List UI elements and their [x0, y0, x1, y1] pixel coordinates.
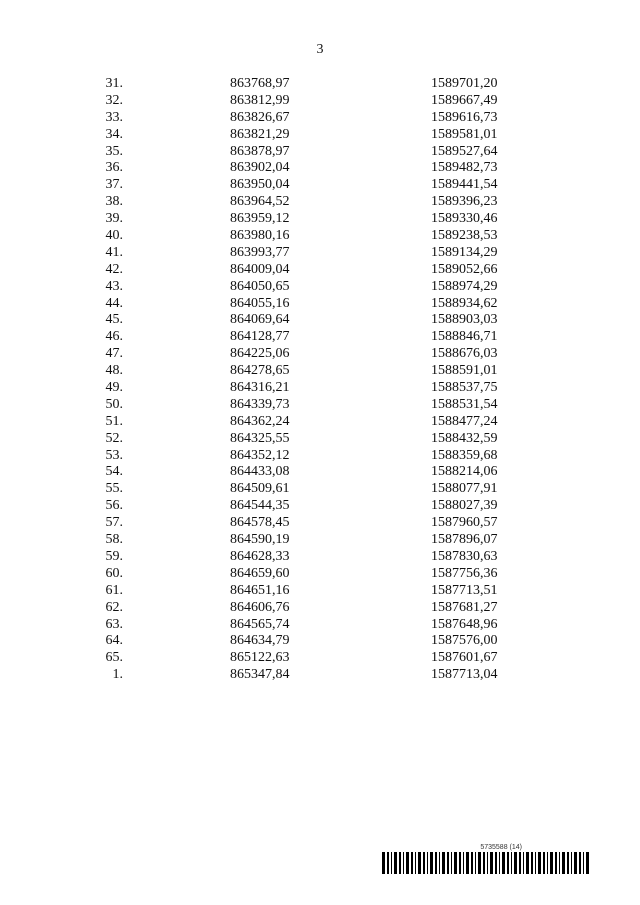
table-row [0, 76, 640, 93]
x-coordinate: 864128,77 [230, 329, 290, 345]
x-coordinate: 863902,04 [230, 160, 290, 176]
y-coordinate: 1587896,07 [431, 532, 498, 548]
x-coordinate: 864325,55 [230, 430, 290, 446]
point-number: 34. [105, 126, 123, 142]
x-coordinate: 864634,79 [230, 633, 290, 649]
x-coordinate: 865347,84 [230, 667, 290, 683]
y-coordinate: 1588676,03 [431, 346, 498, 362]
point-number: 58. [105, 532, 123, 548]
y-coordinate: 1589701,20 [431, 76, 498, 91]
point-number: 60. [105, 565, 123, 581]
table-row [0, 110, 640, 127]
point-number: 64. [105, 633, 123, 649]
y-coordinate: 1589396,23 [431, 194, 498, 210]
y-coordinate: 1588591,01 [431, 363, 498, 379]
table-row [0, 583, 640, 600]
table-row [0, 633, 640, 650]
x-coordinate: 863878,97 [230, 143, 290, 159]
y-coordinate: 1589581,01 [431, 126, 498, 142]
point-number: 35. [105, 143, 123, 159]
x-coordinate: 864352,12 [230, 447, 290, 463]
point-number: 33. [105, 109, 123, 125]
table-row [0, 431, 640, 448]
x-coordinate: 863993,77 [230, 244, 290, 260]
x-coordinate: 864225,06 [230, 346, 290, 362]
x-coordinate: 864578,45 [230, 515, 290, 531]
y-coordinate: 1589441,54 [431, 177, 498, 193]
y-coordinate: 1588214,06 [431, 464, 498, 480]
y-coordinate: 1587681,27 [431, 599, 498, 615]
barcode-code: 5735588 (14) [480, 844, 522, 851]
point-number: 1. [112, 667, 123, 683]
table-row [0, 245, 640, 262]
y-coordinate: 1588934,62 [431, 295, 498, 311]
y-coordinate: 1589527,64 [431, 143, 498, 159]
x-coordinate: 863768,97 [230, 76, 290, 91]
y-coordinate: 1588027,39 [431, 498, 498, 514]
x-coordinate: 864433,08 [230, 464, 290, 480]
y-coordinate: 1588846,71 [431, 329, 498, 345]
x-coordinate: 863959,12 [230, 211, 290, 227]
table-row [0, 532, 640, 549]
x-coordinate: 864069,64 [230, 312, 290, 328]
point-number: 38. [105, 194, 123, 210]
y-coordinate: 1588537,75 [431, 380, 498, 396]
table-row [0, 312, 640, 329]
x-coordinate: 864628,33 [230, 548, 290, 564]
y-coordinate: 1588477,24 [431, 413, 498, 429]
y-coordinate: 1587713,51 [431, 582, 498, 598]
x-coordinate: 864009,04 [230, 261, 290, 277]
x-coordinate: 864278,65 [230, 363, 290, 379]
point-number: 57. [105, 515, 123, 531]
x-coordinate: 863980,16 [230, 228, 290, 244]
page-number: 3 [316, 42, 324, 57]
point-number: 41. [105, 244, 123, 260]
point-number: 65. [105, 650, 123, 666]
table-row [0, 549, 640, 566]
table-row [0, 194, 640, 211]
y-coordinate: 1589134,29 [431, 244, 498, 260]
barcode-icon [382, 852, 590, 874]
point-number: 48. [105, 363, 123, 379]
table-row [0, 481, 640, 498]
y-coordinate: 1589482,73 [431, 160, 498, 176]
table-row [0, 144, 640, 161]
y-coordinate: 1589667,49 [431, 92, 498, 108]
table-row [0, 363, 640, 380]
x-coordinate: 864651,16 [230, 582, 290, 598]
x-coordinate: 863826,67 [230, 109, 290, 125]
x-coordinate: 864606,76 [230, 599, 290, 615]
table-row [0, 262, 640, 279]
table-row [0, 448, 640, 465]
point-number: 32. [105, 92, 123, 108]
point-number: 55. [105, 481, 123, 497]
table-row [0, 600, 640, 617]
y-coordinate: 1588531,54 [431, 396, 498, 412]
table-row [0, 515, 640, 532]
point-number: 62. [105, 599, 123, 615]
barcode-block [382, 844, 590, 874]
x-coordinate: 864339,73 [230, 396, 290, 412]
y-coordinate: 1587960,57 [431, 515, 498, 531]
x-coordinate: 863950,04 [230, 177, 290, 193]
table-row [0, 498, 640, 515]
x-coordinate: 864050,65 [230, 278, 290, 294]
x-coordinate: 864565,74 [230, 616, 290, 632]
y-coordinate: 1587830,63 [431, 548, 498, 564]
y-coordinate: 1588077,91 [431, 481, 498, 497]
table-row [0, 464, 640, 481]
y-coordinate: 1587601,67 [431, 650, 498, 666]
y-coordinate: 1587756,36 [431, 565, 498, 581]
point-number: 50. [105, 396, 123, 412]
y-coordinate: 1589238,53 [431, 228, 498, 244]
x-coordinate: 864590,19 [230, 532, 290, 548]
point-number: 59. [105, 548, 123, 564]
x-coordinate: 863812,99 [230, 92, 290, 108]
coordinates-table [0, 76, 640, 684]
y-coordinate: 1588903,03 [431, 312, 498, 328]
table-row [0, 566, 640, 583]
point-number: 53. [105, 447, 123, 463]
y-coordinate: 1588359,68 [431, 447, 498, 463]
table-row [0, 211, 640, 228]
y-coordinate: 1587576,00 [431, 633, 498, 649]
x-coordinate: 864659,60 [230, 565, 290, 581]
y-coordinate: 1588974,29 [431, 278, 498, 294]
table-row [0, 667, 640, 684]
table-row [0, 346, 640, 363]
point-number: 36. [105, 160, 123, 176]
x-coordinate: 864509,61 [230, 481, 290, 497]
point-number: 51. [105, 413, 123, 429]
point-number: 45. [105, 312, 123, 328]
table-row [0, 228, 640, 245]
table-row [0, 279, 640, 296]
point-number: 39. [105, 211, 123, 227]
table-row [0, 93, 640, 110]
table-row [0, 380, 640, 397]
point-number: 43. [105, 278, 123, 294]
x-coordinate: 863964,52 [230, 194, 290, 210]
table-row [0, 127, 640, 144]
point-number: 46. [105, 329, 123, 345]
point-number: 31. [105, 76, 123, 91]
point-number: 61. [105, 582, 123, 598]
point-number: 52. [105, 430, 123, 446]
table-row [0, 296, 640, 313]
y-coordinate: 1589330,46 [431, 211, 498, 227]
table-row [0, 329, 640, 346]
y-coordinate: 1587713,04 [431, 667, 498, 683]
point-number: 40. [105, 228, 123, 244]
point-number: 63. [105, 616, 123, 632]
table-row [0, 414, 640, 431]
x-coordinate: 864362,24 [230, 413, 290, 429]
point-number: 56. [105, 498, 123, 514]
x-coordinate: 864544,35 [230, 498, 290, 514]
point-number: 49. [105, 380, 123, 396]
table-row [0, 650, 640, 667]
table-row [0, 160, 640, 177]
y-coordinate: 1589616,73 [431, 109, 498, 125]
point-number: 44. [105, 295, 123, 311]
point-number: 47. [105, 346, 123, 362]
point-number: 42. [105, 261, 123, 277]
table-row [0, 397, 640, 414]
table-row [0, 617, 640, 634]
x-coordinate: 863821,29 [230, 126, 290, 142]
y-coordinate: 1589052,66 [431, 261, 498, 277]
point-number: 37. [105, 177, 123, 193]
x-coordinate: 864055,16 [230, 295, 290, 311]
table-row [0, 177, 640, 194]
y-coordinate: 1588432,59 [431, 430, 498, 446]
y-coordinate: 1587648,96 [431, 616, 498, 632]
x-coordinate: 864316,21 [230, 380, 290, 396]
point-number: 54. [105, 464, 123, 480]
x-coordinate: 865122,63 [230, 650, 290, 666]
